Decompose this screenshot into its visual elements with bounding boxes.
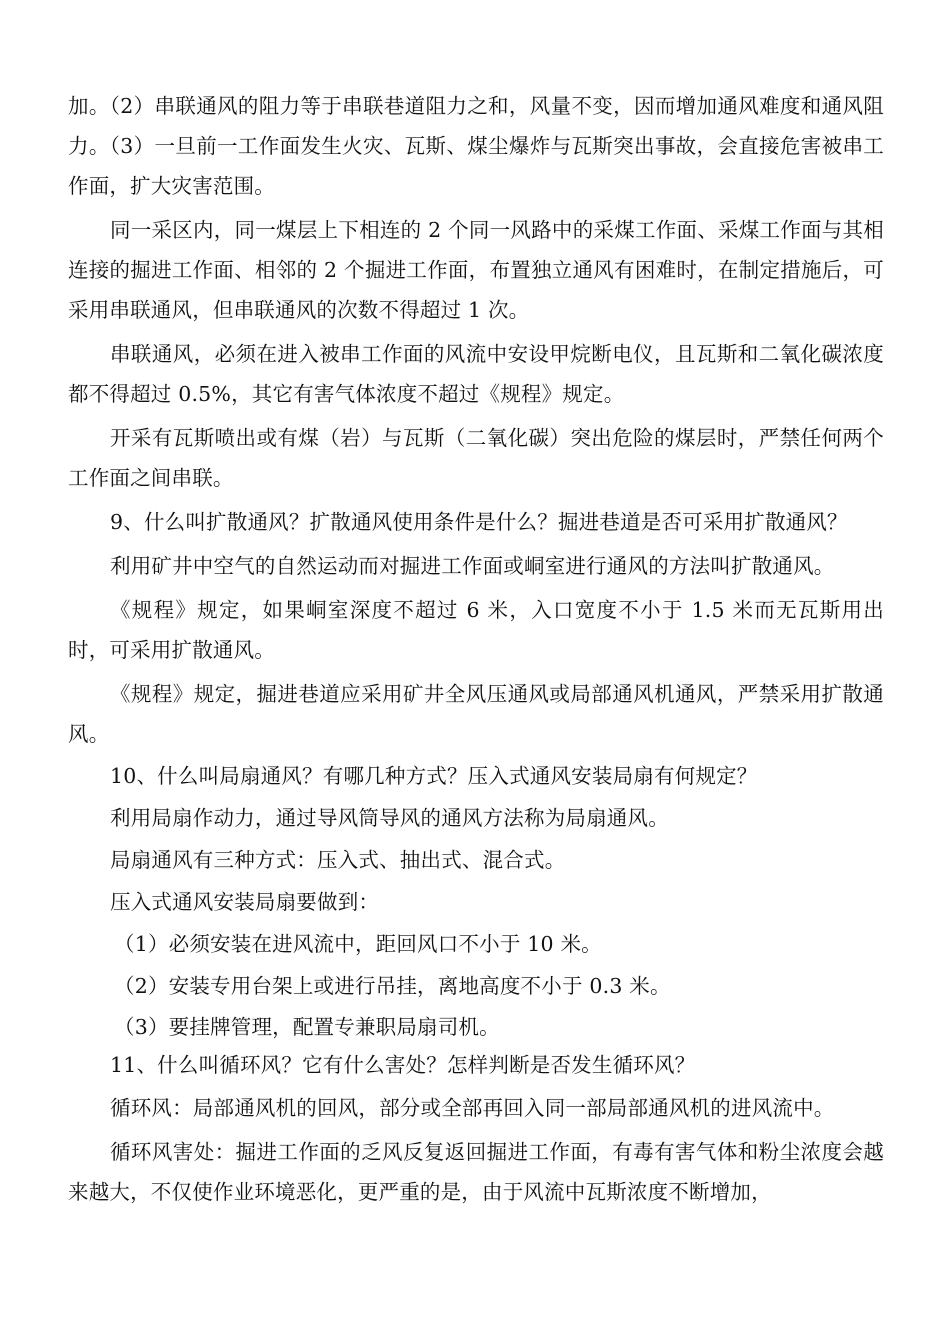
- paragraph-methane-cutoff-requirement: 串联通风，必须在进入被串工作面的风流中安设甲烷断电仪，且瓦斯和二氧化碳浓度都不得超过 0.5%，其它有害气体浓度不超过《规程》规定。: [68, 342, 884, 406]
- paragraph-diffusion-definition: 利用矿井中空气的自然运动而对掘进工作面或峒室进行通风的方法叫扩散通风。: [110, 554, 835, 578]
- document-body: [68, 86, 884, 1212]
- list-item-1: （1）必须安装在进风流中，距回风口不小于 10 米。: [114, 932, 602, 956]
- paragraph-local-fan-definition: 利用局扇作动力，通过导风筒导风的通风方法称为局扇通风。: [110, 806, 669, 830]
- paragraph-diffusion-conditions: 《规程》规定，如果峒室深度不超过 6 米，入口宽度不小于 1.5 米而无瓦斯用出时，可采用扩散通风。: [68, 598, 884, 662]
- question-9-heading: 9、什么叫扩散通风？扩散通风使用条件是什么？掘进巷道是否可采用扩散通风？: [110, 510, 848, 534]
- paragraph-series-ventilation-conditions: 同一采区内，同一煤层上下相连的 2 个同一风路中的采煤工作面、采煤工作面与其相连接的掘进工作面、相邻的 2 个掘进工作面，布置独立通风有困难时，在制定措施后，可采用串联通风，但串联通风的次数不得超过 1 次。: [68, 218, 884, 322]
- question-11-heading: 11、什么叫循环风？它有什么害处？怎样判断是否发生循环风？: [110, 1053, 696, 1077]
- list-item-3: （3）要挂牌管理，配置专兼职局扇司机。: [114, 1015, 500, 1039]
- list-item-2: （2）安装专用台架上或进行吊挂，离地高度不小于 0.3 米。: [114, 974, 671, 998]
- question-10-heading: 10、什么叫局扇通风？有哪几种方式？压入式通风安装局扇有何规定？: [110, 764, 758, 788]
- paragraph-local-fan-modes: 局扇通风有三种方式：压入式、抽出式、混合式。: [110, 848, 566, 872]
- paragraph-series-ventilation-drawbacks: 加。（2）串联通风的阻力等于串联巷道阻力之和，风量不变，因而增加通风难度和通风阻力。（3）一旦前一工作面发生火灾、瓦斯、煤尘爆炸与瓦斯突出事故，会直接危害被串工作面，扩大灾害范围。: [68, 94, 884, 198]
- paragraph-forced-fan-intro: 压入式通风安装局扇要做到：: [110, 890, 380, 914]
- paragraph-diffusion-prohibition: 《规程》规定，掘进巷道应采用矿井全风压通风或局部通风机通风，严禁采用扩散通风。: [68, 682, 884, 746]
- paragraph-outburst-prohibition: 开采有瓦斯喷出或有煤（岩）与瓦斯（二氧化碳）突出危险的煤层时，严禁任何两个工作面之间串联。: [68, 426, 884, 490]
- paragraph-recirculation-harm: 循环风害处：掘进工作面的乏风反复返回掘进工作面，有毒有害气体和粉尘浓度会越来越大，不仅使作业环境恶化，更严重的是，由于风流中瓦斯浓度不断增加，: [68, 1140, 884, 1204]
- paragraph-recirculation-definition: 循环风：局部通风机的回风，部分或全部再回入同一部局部通风机的进风流中。: [110, 1096, 835, 1120]
